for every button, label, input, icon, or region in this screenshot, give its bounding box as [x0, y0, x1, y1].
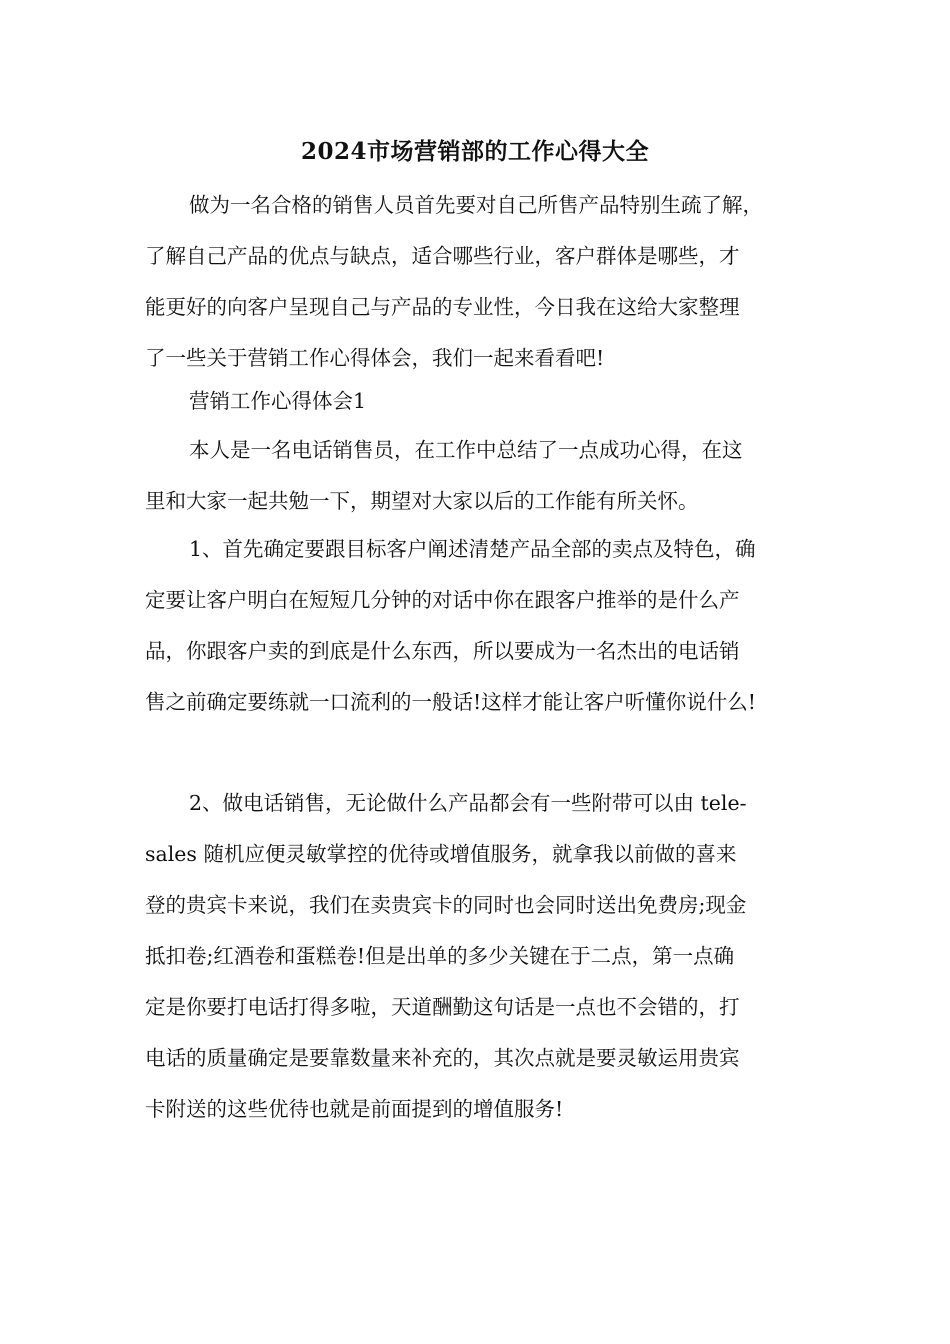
text-line: 电话的质量确定是要靠数量来补充的，其次点就是要灵敏运用贵宾: [145, 1046, 740, 1070]
text-line: 1、首先确定要跟目标客户阐述清楚产品全部的卖点及特色，确: [189, 537, 756, 561]
text-line: 定是你要打电话打得多啦，天道酬勤这句话是一点也不会错的，打: [145, 995, 740, 1019]
text-line: 做为一名合格的销售人员首先要对自己所售产品特别生疏了解，: [189, 193, 763, 217]
text-line: 定要让客户明白在短短几分钟的对话中你在跟客户推举的是什么产: [145, 588, 740, 612]
text-line: 能更好的向客户呈现自己与产品的专业性，今日我在这给大家整理: [145, 295, 740, 319]
text-line: 售之前确定要练就一口流利的一般话!这样才能让客户听懂你说什么!: [145, 690, 756, 714]
paragraph-1: [145, 425, 815, 527]
text-line: 了一些关于营销工作心得体会，我们一起来看看吧!: [145, 346, 605, 370]
text-line: 2、做电话销售，无论做什么产品都会有一些附带可以由 tele-: [189, 791, 747, 815]
text-line: 了解自己产品的优点与缺点，适合哪些行业，客户群体是哪些，才: [145, 244, 740, 268]
text-line: 登的贵宾卡来说，我们在卖贵宾卡的同时也会同时送出免费房;现金: [145, 893, 747, 917]
section-heading-block: [145, 376, 815, 427]
text-line: 本人是一名电话销售员，在工作中总结了一点成功心得，在这: [189, 438, 743, 462]
text-line: 卡附送的这些优待也就是前面提到的增值服务!: [145, 1097, 564, 1121]
intro-paragraph: [145, 180, 815, 384]
text-line: 品，你跟客户卖的到底是什么东西，所以要成为一名杰出的电话销: [145, 639, 740, 663]
paragraph-2: [145, 524, 815, 728]
text-line: 里和大家一起共勉一下，期望对大家以后的工作能有所关怀。: [145, 489, 699, 513]
text-line: 抵扣卷;红酒卷和蛋糕卷!但是出单的多少关键在于二点，第一点确: [145, 944, 735, 968]
section-heading: 营销工作心得体会1: [189, 389, 367, 413]
paragraph-3: [145, 778, 815, 1135]
text-line: sales 随机应便灵敏掌控的优待或增值服务，就拿我以前做的喜来: [145, 842, 737, 866]
document-title: 2024市场营销部的工作心得大全: [300, 138, 649, 165]
